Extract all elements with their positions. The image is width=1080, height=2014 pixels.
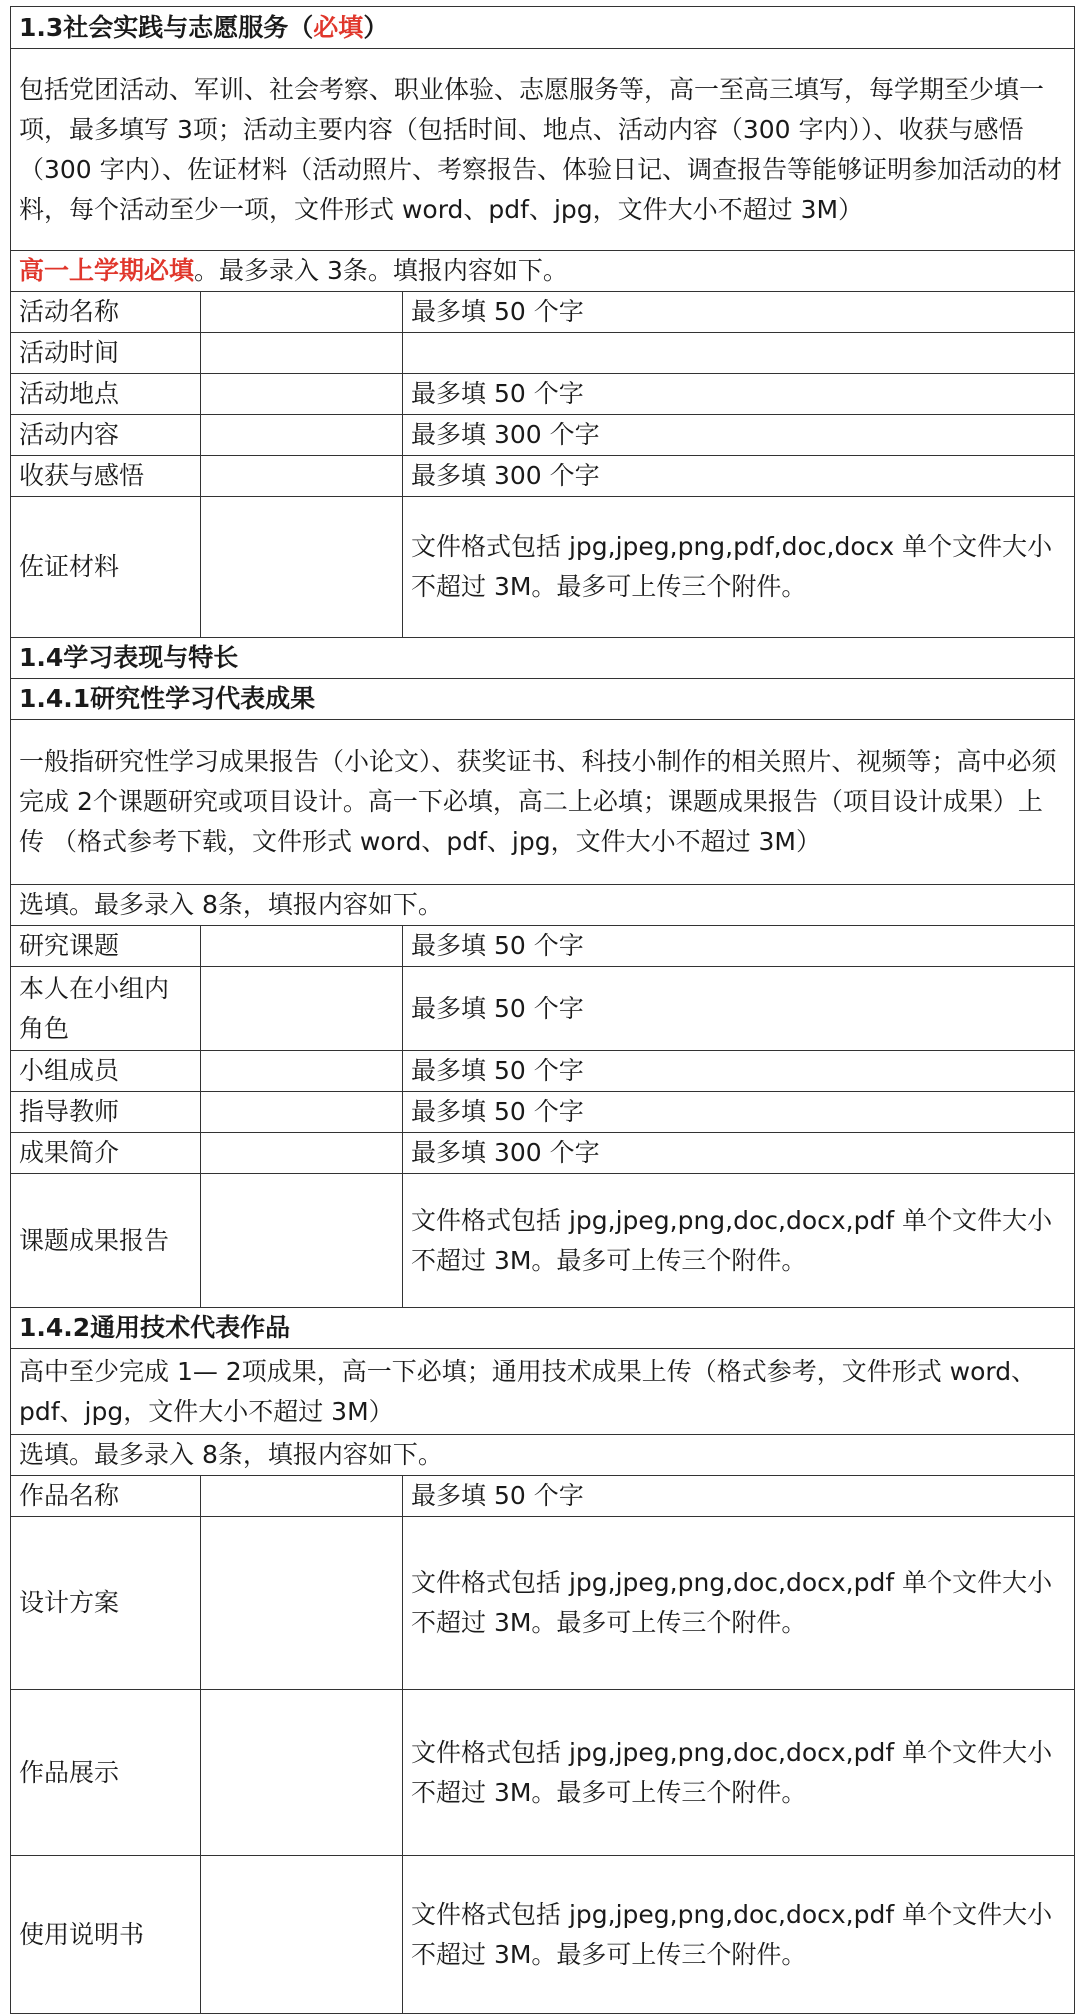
- field-row: [11, 1476, 1075, 1517]
- section-description-1-3: 包括党团活动、军训、社会考察、职业体验、志愿服务等，高一至高三填写，每学期至少填一项，最多填写 3项；活动主要内容（包括时间、地点、活动内容（300 字内））、收获与感悟（300 字内）、佐证材料（活动照片、考察报告、体验日记、调查报告等能够证明参加活动的材料，每个活动至少一项，文件形式 word、pdf、jpg，文件大小不超过 3M）: [11, 49, 1075, 251]
- field-label: 使用说明书: [11, 1856, 201, 2014]
- field-hint: 最多填 50 个字: [403, 967, 1075, 1051]
- field-upload-cell[interactable]: [201, 1690, 403, 1856]
- field-label: 活动时间: [11, 333, 201, 374]
- form-spec-table: [10, 6, 1075, 2014]
- field-label: 课题成果报告: [11, 1174, 201, 1308]
- field-label: 成果简介: [11, 1133, 201, 1174]
- field-label: 本人在小组内角色: [11, 967, 201, 1051]
- field-upload-cell[interactable]: [201, 1517, 403, 1690]
- field-label: 作品名称: [11, 1476, 201, 1517]
- field-label: 收获与感悟: [11, 456, 201, 497]
- field-upload-cell[interactable]: [201, 1174, 403, 1308]
- field-row: [11, 456, 1075, 497]
- section-title-1-4: 1.4学习表现与特长: [11, 638, 1075, 679]
- field-row: [11, 497, 1075, 638]
- field-upload-cell[interactable]: [201, 1856, 403, 2014]
- field-hint: 最多填 50 个字: [403, 926, 1075, 967]
- field-hint: 最多填 50 个字: [403, 292, 1075, 333]
- field-value-cell[interactable]: [201, 415, 403, 456]
- field-row: [11, 967, 1075, 1051]
- section-note-1-4-2: 选填。最多录入 8条，填报内容如下。: [11, 1435, 1075, 1476]
- field-hint: 文件格式包括 jpg,jpeg,png,doc,docx,pdf 单个文件大小不超过 3M。最多可上传三个附件。: [403, 1690, 1075, 1856]
- section-title-1-4-1: 1.4.1研究性学习代表成果: [11, 679, 1075, 720]
- field-row: [11, 1856, 1075, 2014]
- field-row: [11, 1690, 1075, 1856]
- field-value-cell[interactable]: [201, 1051, 403, 1092]
- field-upload-cell[interactable]: [201, 497, 403, 638]
- field-hint: 文件格式包括 jpg,jpeg,png,pdf,doc,docx 单个文件大小不超过 3M。最多可上传三个附件。: [403, 497, 1075, 638]
- field-label: 活动内容: [11, 415, 201, 456]
- field-hint: 最多填 50 个字: [403, 1476, 1075, 1517]
- field-value-cell[interactable]: [201, 292, 403, 333]
- field-hint: 最多填 50 个字: [403, 1051, 1075, 1092]
- field-hint: 文件格式包括 jpg,jpeg,png,doc,docx,pdf 单个文件大小不超过 3M。最多可上传三个附件。: [403, 1174, 1075, 1308]
- section-note-1-4-1: 选填。最多录入 8条，填报内容如下。: [11, 885, 1075, 926]
- field-hint: 最多填 300 个字: [403, 456, 1075, 497]
- field-row: [11, 374, 1075, 415]
- field-row: [11, 415, 1075, 456]
- field-value-cell[interactable]: [201, 967, 403, 1051]
- field-row: [11, 1133, 1075, 1174]
- field-row: [11, 333, 1075, 374]
- field-hint: [403, 333, 1075, 374]
- field-label: 活动地点: [11, 374, 201, 415]
- field-label: 小组成员: [11, 1051, 201, 1092]
- field-hint: 最多填 50 个字: [403, 1092, 1075, 1133]
- field-value-cell[interactable]: [201, 1133, 403, 1174]
- field-value-cell[interactable]: [201, 374, 403, 415]
- field-value-cell[interactable]: [201, 333, 403, 374]
- field-row: [11, 926, 1075, 967]
- section-note-1-3: 高一上学期必填。最多录入 3条。填报内容如下。: [11, 251, 1075, 292]
- section-description-1-4-1: 一般指研究性学习成果报告（小论文）、获奖证书、科技小制作的相关照片、视频等；高中必须完成 2个课题研究或项目设计。高一下必填，高二上必填；课题成果报告（项目设计成果）上传 （格式参考下载，文件形式 word、pdf、jpg，文件大小不超过 3M）: [11, 720, 1075, 885]
- field-label: 设计方案: [11, 1517, 201, 1690]
- field-hint: 最多填 300 个字: [403, 415, 1075, 456]
- section-description-1-4-2: 高中至少完成 1— 2项成果，高一下必填；通用技术成果上传（格式参考，文件形式 word、pdf、jpg，文件大小不超过 3M）: [11, 1349, 1075, 1435]
- section-title-1-3: 1.3社会实践与志愿服务（必填）: [11, 7, 1075, 49]
- field-row: [11, 1092, 1075, 1133]
- section-title-1-4-2: 1.4.2通用技术代表作品: [11, 1308, 1075, 1349]
- field-hint: 最多填 50 个字: [403, 374, 1075, 415]
- field-row: [11, 1051, 1075, 1092]
- field-label: 研究课题: [11, 926, 201, 967]
- field-value-cell[interactable]: [201, 1476, 403, 1517]
- field-hint: 文件格式包括 jpg,jpeg,png,doc,docx,pdf 单个文件大小不超过 3M。最多可上传三个附件。: [403, 1856, 1075, 2014]
- field-label: 作品展示: [11, 1690, 201, 1856]
- field-value-cell[interactable]: [201, 1092, 403, 1133]
- field-value-cell[interactable]: [201, 456, 403, 497]
- field-label: 活动名称: [11, 292, 201, 333]
- field-hint: 文件格式包括 jpg,jpeg,png,doc,docx,pdf 单个文件大小不超过 3M。最多可上传三个附件。: [403, 1517, 1075, 1690]
- field-value-cell[interactable]: [201, 926, 403, 967]
- field-row: [11, 1174, 1075, 1308]
- field-label: 佐证材料: [11, 497, 201, 638]
- field-hint: 最多填 300 个字: [403, 1133, 1075, 1174]
- required-mark: 必填: [313, 12, 364, 42]
- field-row: [11, 292, 1075, 333]
- field-row: [11, 1517, 1075, 1690]
- field-label: 指导教师: [11, 1092, 201, 1133]
